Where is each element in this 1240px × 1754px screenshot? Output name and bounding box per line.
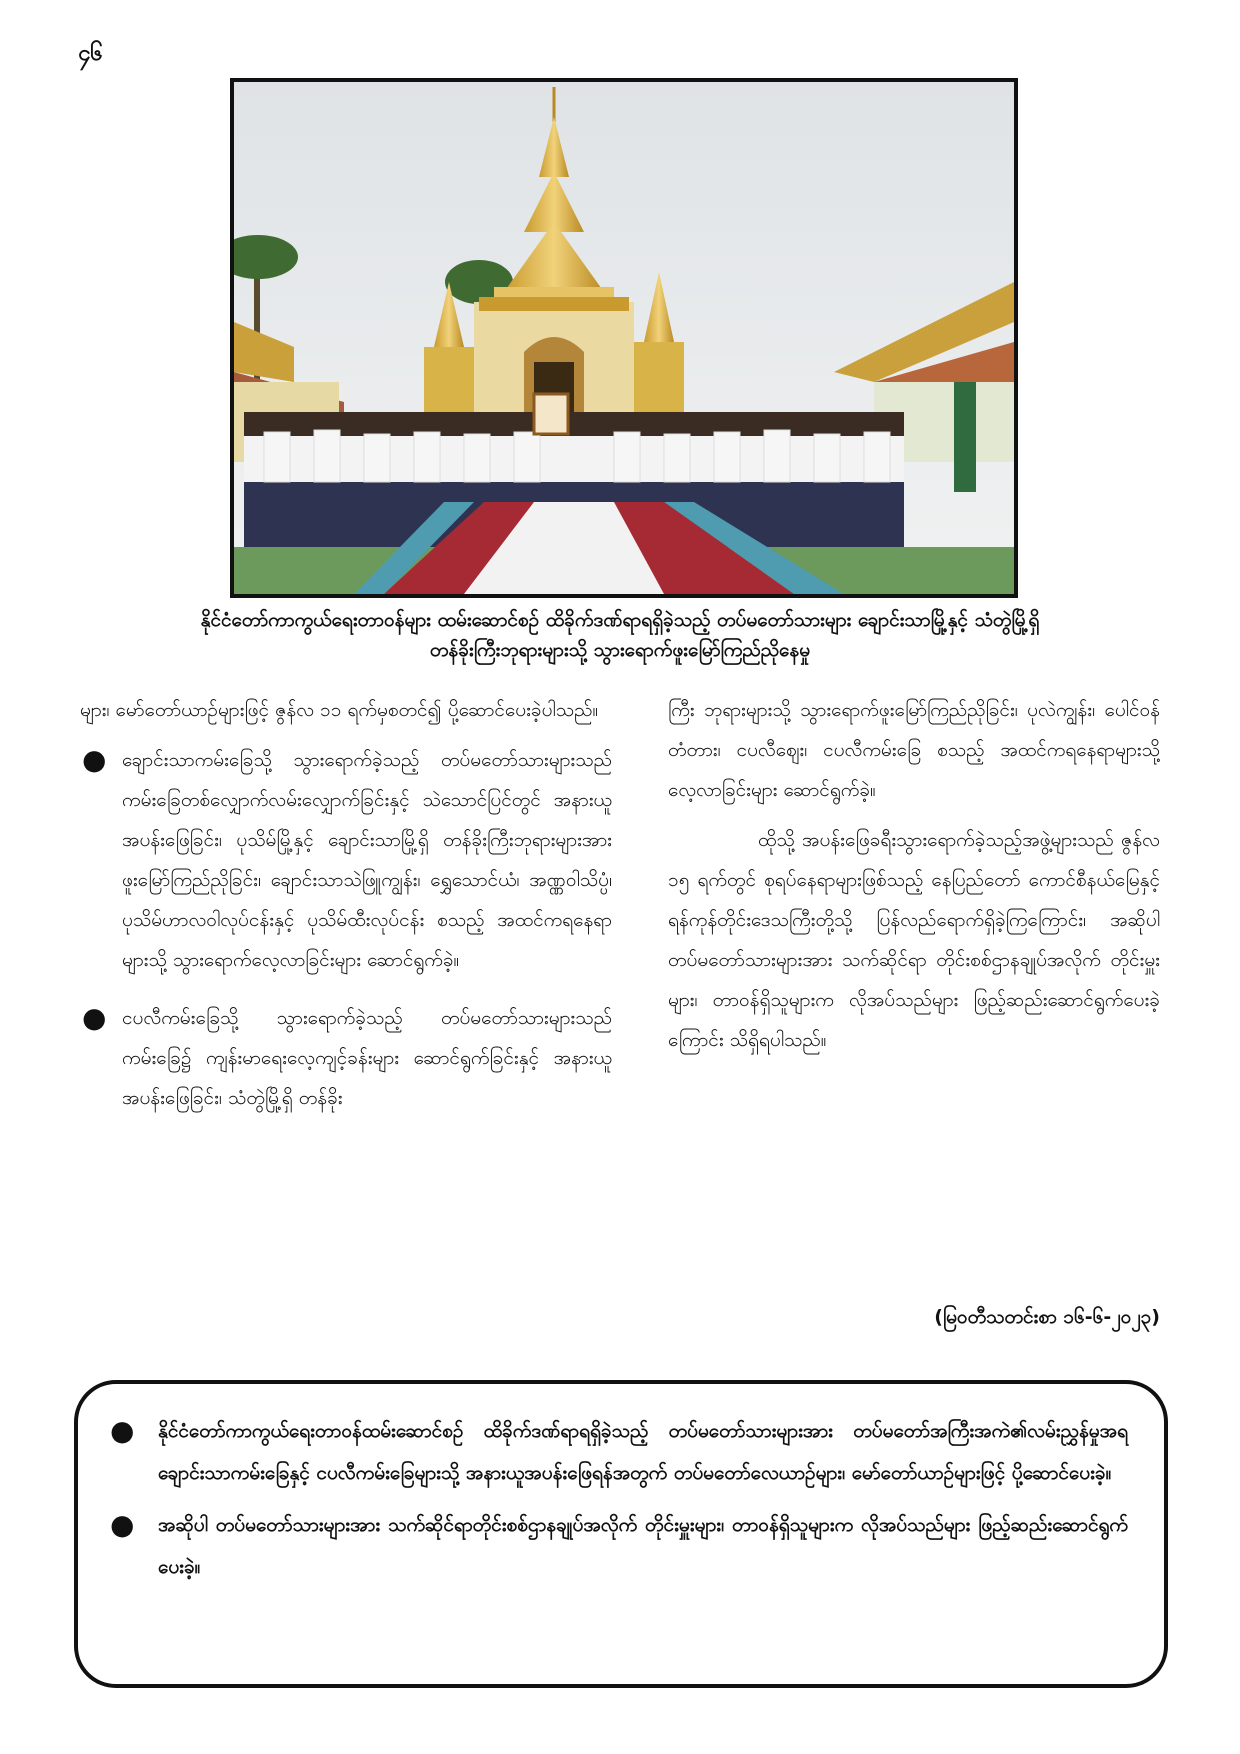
bullet-dot-icon: ●	[82, 743, 107, 776]
summary-item-1	[110, 1410, 1128, 1494]
left-intro-paragraph: များ၊ မော်တော်ယာဉ်များဖြင့် ဇွန်လ ၁၁ ရက်မှစတင်၍ ပို့ဆောင်ပေးခဲ့ပါသည်။	[80, 699, 599, 721]
photo-caption	[80, 605, 1160, 665]
bullet-chaungtha	[80, 740, 612, 980]
left-column	[80, 690, 612, 1136]
bullet-dot-icon: ●	[82, 1001, 107, 1034]
summary-item-2	[110, 1504, 1128, 1588]
right-main-paragraph: ထိုသို့ အပန်းဖြေခရီးသွားရောက်ခဲ့သည့်အဖွဲ့များသည် ဇွန်လ ၁၅ ရက်တွင် စုရပ်နေရာများဖြစ်သည့် နေပြည်တော် ကောင်စီနယ်မြေနှင့် ရန်ကုန်တိုင်းဒေသကြီးတို့သို့ ပြန်လည်ရောက်ရှိခဲ့ကြကြောင်း၊ အဆိုပါတပ်မတော်သားများအား သက်ဆိုင်ရာ တိုင်းစစ်ဌာနချုပ်အလိုက် တိုင်းမှူးများ၊ တာဝန်ရှိသူများက လိုအပ်သည်များ ဖြည့်ဆည်းဆောင်ရွက်ပေးခဲ့ကြောင်း သိရှိရပါသည်။	[668, 829, 1160, 1051]
caption-line-1: နိုင်ငံတော်ကာကွယ်ရေးတာဝန်များ ထမ်းဆောင်စဉ် ထိခိုက်ဒဏ်ရာရရှိခဲ့သည့် တပ်မတော်သားများ ချောင်းသာမြို့နှင့် သံတွဲမြို့ရှိ	[200, 609, 1040, 631]
bullet-dot-icon: ●	[110, 1414, 135, 1447]
summary-box	[74, 1380, 1168, 1688]
caption-line-2: တန်ခိုးကြီးဘုရားများသို့ သွားရောက်ဖူးမြော်ကြည်ညိုနေမှု	[429, 639, 811, 661]
right-column	[668, 690, 1160, 1070]
news-source: (မြဝတီသတင်းစာ ၁၆-၆-၂၀၂၃)	[934, 1306, 1160, 1328]
bullet-dot-icon: ●	[110, 1508, 135, 1541]
bullet-chaungtha-text: ချောင်းသာကမ်းခြေသို့ သွားရောက်ခဲ့သည့် တပ်မတော်သားများသည် ကမ်းခြေတစ်လျှောက်လမ်းလျှောက်ခြင်းနှင့် သဲသောင်ပြင်တွင် အနားယူအပန်းဖြေခြင်း၊ ပုသိမ်မြို့နှင့် ချောင်းသာမြို့ရှိ တန်ခိုးကြီးဘုရားများအား ဖူးမြော်ကြည်ညိုခြင်း၊ ချောင်းသာသဲဖြူကျွန်း၊ ရွှေသောင်ယံ၊ အဏ္ဏဝါသိပ္ပံ၊ ပုသိမ်ဟာလဝါလုပ်ငန်းနှင့် ပုသိမ်ထီးလုပ်ငန်း စသည့် အထင်ကရနေရာများသို့ သွားရောက်လေ့လာခြင်းများ ဆောင်ရွက်ခဲ့။	[122, 749, 612, 971]
summary-item-2-text: အဆိုပါ တပ်မတော်သားများအား သက်ဆိုင်ရာတိုင်းစစ်ဌာနချုပ်အလိုက် တိုင်းမှူးများ၊ တာဝန်ရှိသူများက လိုအပ်သည်များ ဖြည့်ဆည်းဆောင်ရွက်ပေးခဲ့။	[158, 1514, 1128, 1578]
bullet-ngapali	[80, 998, 612, 1118]
pagoda-photo-illustration	[234, 82, 1014, 594]
page-number: ၄၆	[78, 41, 103, 66]
pagoda-group-photo	[230, 78, 1018, 598]
bullet-ngapali-text: ငပလီကမ်းခြေသို့ သွားရောက်ခဲ့သည့် တပ်မတော်သားများသည် ကမ်းခြေ၌ ကျန်းမာရေးလေ့ကျင့်ခန်းများ ဆောင်ရွက်ခြင်းနှင့် အနားယူအပန်းဖြေခြင်း၊ သံတွဲမြို့ရှိ တန်ခိုး	[122, 1007, 612, 1109]
right-continuation-paragraph: ကြီး ဘုရားများသို့ သွားရောက်ဖူးမြော်ကြည်ညိုခြင်း၊ ပုလဲကျွန်း၊ ပေါင်ဝန် တံတား၊ ငပလီဈေး၊ ငပလီကမ်းခြေ စသည့် အထင်ကရနေရာများသို့ လေ့လာခြင်းများ ဆောင်ရွက်ခဲ့။	[668, 699, 1160, 801]
summary-item-1-text: နိုင်ငံတော်ကာကွယ်ရေးတာဝန်ထမ်းဆောင်စဉ် ထိခိုက်ဒဏ်ရာရရှိခဲ့သည့် တပ်မတော်သားများအား တပ်မတော်အကြီးအကဲ၏လမ်းညွှန်မှုအရ ချောင်းသာကမ်းခြေနှင့် ငပလီကမ်းခြေများသို့ အနားယူအပန်းဖြေရန်အတွက် တပ်မတော်လေယာဉ်များ၊ မော်တော်ယာဉ်များဖြင့် ပို့ဆောင်ပေးခဲ့။	[158, 1420, 1128, 1484]
